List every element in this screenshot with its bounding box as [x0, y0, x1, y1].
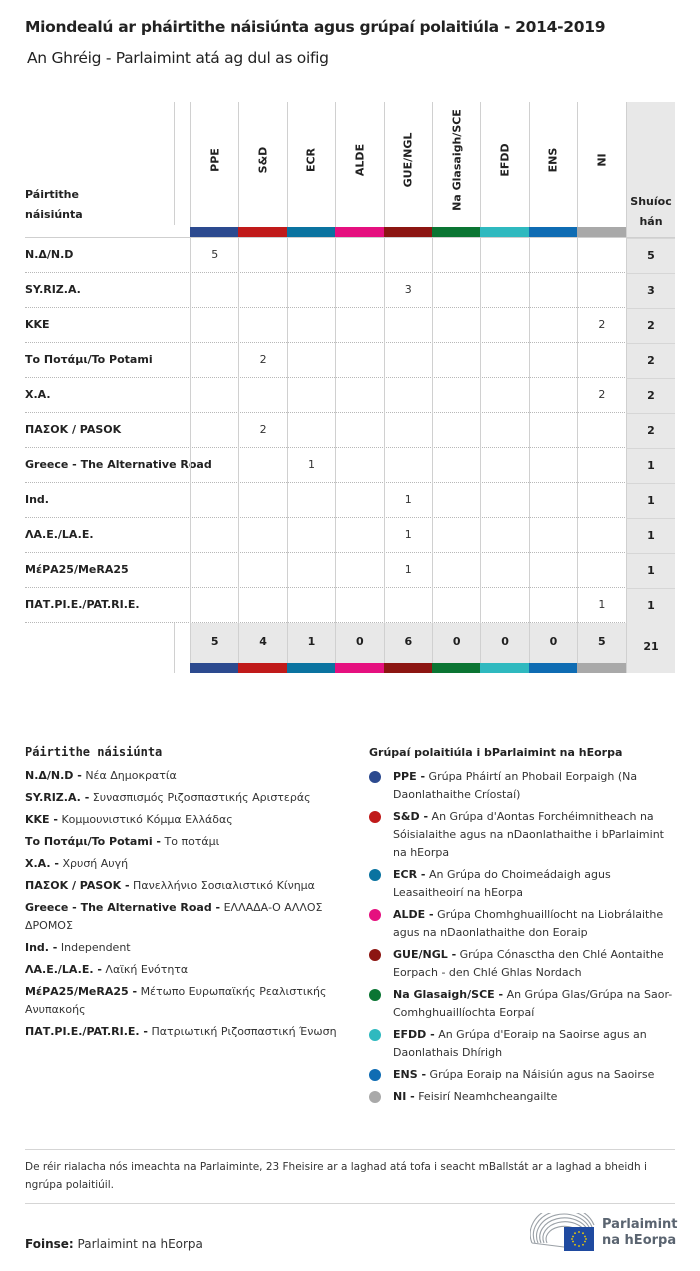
- seat-cell: [335, 588, 383, 623]
- group-color-dot-icon: [369, 989, 381, 1001]
- column-color-bar: [335, 227, 383, 237]
- group-color-dot-icon: [369, 1091, 381, 1103]
- column-header: [577, 102, 625, 227]
- party-full-name: Μέτωπο Ευρωπαϊκής Ρεαλιστικής Ανυπακοής: [25, 985, 327, 1016]
- party-abbr: ΠΑΣΟΚ / PASOK -: [25, 879, 130, 892]
- seat-cell: 1: [287, 448, 335, 483]
- source-value: Parlaimint na hEorpa: [77, 1237, 203, 1251]
- seat-cell: [335, 518, 383, 553]
- seat-cell: [190, 343, 238, 378]
- seat-cell: [432, 343, 480, 378]
- group-legend-item: [369, 1088, 679, 1106]
- group-abbr: EFDD -: [393, 1028, 435, 1041]
- seat-cell: [432, 378, 480, 413]
- seat-cell: [238, 448, 286, 483]
- group-full-name: Feisirí Neamhcheangailte: [418, 1090, 558, 1103]
- party-legend-item: [25, 855, 345, 873]
- seat-cell: [577, 238, 625, 273]
- seat-cell: 2: [238, 413, 286, 448]
- column-color-bar: [384, 663, 432, 673]
- table-row: [25, 343, 675, 378]
- column-total: 0: [335, 623, 383, 663]
- party-name: Το Ποτάμι/To Potami: [25, 353, 153, 366]
- seat-cell: [190, 588, 238, 623]
- party-name: KKE: [25, 318, 50, 331]
- party-full-name: Λαϊκή Ενότητα: [105, 963, 189, 976]
- group-color-dot-icon: [369, 949, 381, 961]
- column-color-bar: [577, 227, 625, 237]
- seat-cell: [287, 308, 335, 343]
- party-abbr: KKE -: [25, 813, 58, 826]
- group-full-name: An Grúpa Glas/Grúpa na Saor-Comhghuaillíochta Eorpaí: [393, 988, 673, 1019]
- totals-divider: [174, 623, 175, 673]
- logo-text-line1: Parlaimint: [602, 1217, 678, 1232]
- party-name: ΠΑΣΟΚ / PASOK: [25, 423, 122, 436]
- column-header-label: ALDE: [353, 143, 367, 177]
- national-parties-legend: [25, 745, 345, 1045]
- seat-cell: [287, 413, 335, 448]
- seat-cell: [335, 553, 383, 588]
- party-full-name: Independent: [60, 941, 131, 954]
- group-abbr: ECR -: [393, 868, 426, 881]
- seat-cell: [384, 588, 432, 623]
- row-total: 5: [626, 238, 675, 273]
- column-color-bar: [577, 663, 625, 673]
- seat-cell: [190, 483, 238, 518]
- column-color-bar: [190, 227, 238, 237]
- seat-cell: [384, 343, 432, 378]
- group-abbr: Na Glasaigh/SCE -: [393, 988, 504, 1001]
- seat-cell: [190, 273, 238, 308]
- seat-cell: [577, 553, 625, 588]
- seat-cell: [432, 273, 480, 308]
- seat-cell: [238, 518, 286, 553]
- party-full-name: ΕΛΛΑΔΑ-Ο ΑΛΛΟΣ ΔΡΟΜΟΣ: [25, 901, 323, 932]
- column-total: 0: [432, 623, 480, 663]
- group-abbr: ENS -: [393, 1068, 427, 1081]
- group-abbr: PPE -: [393, 770, 426, 783]
- party-name: ΜέΡΑ25/MeRA25: [25, 563, 129, 576]
- group-abbr: NI -: [393, 1090, 415, 1103]
- column-header: [335, 102, 383, 227]
- seat-cell: [238, 483, 286, 518]
- party-abbr: Ind. -: [25, 941, 58, 954]
- seat-cell: [287, 378, 335, 413]
- row-total: 3: [626, 273, 675, 308]
- seat-cell: [480, 343, 528, 378]
- party-abbr: Το Ποτάμι/To Potami -: [25, 835, 161, 848]
- column-header-label: ENS: [546, 147, 560, 173]
- column-total: 6: [384, 623, 432, 663]
- seat-cell: [384, 413, 432, 448]
- seat-cell: [287, 518, 335, 553]
- seat-cell: [480, 448, 528, 483]
- seat-cell: 2: [577, 308, 625, 343]
- seat-cell: [432, 553, 480, 588]
- party-abbr: ΜέΡΑ25/MeRA25 -: [25, 985, 138, 998]
- party-full-name: Πανελλήνιο Σοσιαλιστικό Κίνημα: [133, 879, 315, 892]
- seat-cell: [480, 588, 528, 623]
- seat-cell: [384, 448, 432, 483]
- party-legend-item: [25, 983, 345, 1019]
- seat-cell: [190, 553, 238, 588]
- row-header-label: [25, 185, 83, 225]
- seat-cell: [529, 553, 577, 588]
- seat-cell: [190, 518, 238, 553]
- european-parliament-logo: [530, 1213, 680, 1253]
- seat-cell: [335, 343, 383, 378]
- row-total: 2: [626, 343, 675, 378]
- seat-cell: [529, 343, 577, 378]
- column-header-label: GUE/NGL: [401, 132, 415, 188]
- seat-cell: [432, 483, 480, 518]
- seat-cell: 3: [384, 273, 432, 308]
- seat-cell: [238, 238, 286, 273]
- group-full-name: An Grúpa d'Eoraip na Saoirse agus an Daonlathais Dhírigh: [393, 1028, 647, 1059]
- party-legend-item: [25, 833, 345, 851]
- group-abbr: ALDE -: [393, 908, 434, 921]
- column-header: [238, 102, 286, 227]
- column-header-label: Na Glasaigh/SCE: [450, 109, 464, 211]
- column-header-label: NI: [595, 153, 609, 167]
- seat-cell: [190, 448, 238, 483]
- column-header-label: S&D: [256, 146, 270, 174]
- seat-cell: [238, 273, 286, 308]
- total-header-line1: Shuíoc: [630, 195, 672, 208]
- party-full-name: Νέα Δημοκρατία: [85, 769, 177, 782]
- logo-text-line2: na hEorpa: [602, 1233, 677, 1248]
- party-legend-item: [25, 961, 345, 979]
- group-color-dot-icon: [369, 771, 381, 783]
- group-abbr: S&D -: [393, 810, 429, 823]
- table-row: [25, 273, 675, 308]
- column-color-bar: [287, 663, 335, 673]
- seat-cell: [335, 483, 383, 518]
- party-name: Ind.: [25, 493, 49, 506]
- seat-cell: [335, 273, 383, 308]
- column-header-label: ECR: [304, 147, 318, 173]
- group-full-name: Grúpa Eoraip na Náisiún agus na Saoirse: [429, 1068, 655, 1081]
- seat-cell: [577, 343, 625, 378]
- seat-cell: [480, 238, 528, 273]
- party-legend-item: [25, 811, 345, 829]
- national-parties-legend-title: Páirtithe náisiúnta: [25, 745, 163, 759]
- seat-cell: [238, 588, 286, 623]
- group-full-name: Grúpa Pháirtí an Phobail Eorpaigh (Na Daonlathaithe Críostaí): [393, 770, 638, 801]
- seat-cell: [577, 413, 625, 448]
- group-color-dot-icon: [369, 1069, 381, 1081]
- seat-cell: [529, 448, 577, 483]
- seat-cell: 1: [577, 588, 625, 623]
- column-color-bar: [480, 663, 528, 673]
- column-header: [190, 102, 238, 227]
- column-totals-row: [190, 623, 675, 673]
- seat-cell: [384, 308, 432, 343]
- seat-cell: [529, 588, 577, 623]
- party-full-name: Χρυσή Αυγή: [62, 857, 129, 870]
- seat-cell: [480, 413, 528, 448]
- note-divider-top: [25, 1149, 675, 1150]
- table-row: [25, 238, 675, 273]
- row-total: 1: [626, 588, 675, 623]
- seat-cell: [335, 308, 383, 343]
- table-row: [25, 413, 675, 448]
- seat-cell: [480, 553, 528, 588]
- seat-cell: [238, 553, 286, 588]
- party-abbr: ΛΑ.Ε./LA.E. -: [25, 963, 102, 976]
- group-legend-item: [369, 1026, 679, 1062]
- column-total: 1: [287, 623, 335, 663]
- seat-cell: [432, 448, 480, 483]
- seat-cell: 2: [577, 378, 625, 413]
- column-header: [529, 102, 577, 227]
- column-color-bar: [529, 663, 577, 673]
- seat-cell: [432, 413, 480, 448]
- header-divider: [174, 102, 175, 225]
- party-abbr: N.Δ/N.D -: [25, 769, 82, 782]
- seat-cell: [238, 378, 286, 413]
- seat-cell: [529, 308, 577, 343]
- seat-cell: [480, 483, 528, 518]
- seat-cell: [432, 518, 480, 553]
- group-color-dot-icon: [369, 1029, 381, 1041]
- note-divider-bottom: [25, 1203, 675, 1204]
- seat-cell: [529, 483, 577, 518]
- seat-cell: [384, 378, 432, 413]
- seat-cell: 1: [384, 553, 432, 588]
- column-header-label: PPE: [208, 148, 222, 172]
- seat-cell: [577, 483, 625, 518]
- seat-cell: [335, 378, 383, 413]
- seat-cell: [190, 378, 238, 413]
- party-legend-item: [25, 767, 345, 785]
- group-legend-item: [369, 986, 679, 1022]
- party-abbr: X.A. -: [25, 857, 59, 870]
- seat-cell: [287, 343, 335, 378]
- row-header-line2: náisiúnta: [25, 208, 83, 221]
- column-color-bar: [480, 227, 528, 237]
- seat-cell: [335, 413, 383, 448]
- party-full-name: Πατριωτική Ριζοσπαστική Ένωση: [151, 1025, 337, 1038]
- seat-cell: 2: [238, 343, 286, 378]
- column-color-bar: [287, 227, 335, 237]
- row-total: 2: [626, 413, 675, 448]
- group-full-name: An Grúpa d'Aontas Forchéimnitheach na Sóisialaithe agus na nDaonlathaithe i bParlaimint na hEorpa: [393, 810, 664, 859]
- seat-cell: 5: [190, 238, 238, 273]
- seat-cell: 1: [384, 483, 432, 518]
- party-abbr: ΠΑΤ.ΡΙ.Ε./PAT.RI.E. -: [25, 1025, 148, 1038]
- column-header-label: EFDD: [498, 143, 512, 177]
- group-full-name: An Grúpa do Choimeádaigh agus Leasaitheoirí na hEorpa: [393, 868, 611, 899]
- column-color-bar: [384, 227, 432, 237]
- total-column-header: [626, 102, 675, 237]
- party-name: ΠΑΤ.ΡΙ.Ε./PAT.RI.E.: [25, 598, 140, 611]
- row-total: 1: [626, 448, 675, 483]
- seat-cell: [287, 238, 335, 273]
- column-color-bar: [238, 663, 286, 673]
- party-name: SY.RIZ.A.: [25, 283, 81, 296]
- column-color-bar: [529, 227, 577, 237]
- column-total: 5: [577, 623, 625, 663]
- seat-cell: [335, 448, 383, 483]
- party-name: ΛΑ.Ε./LA.E.: [25, 528, 94, 541]
- table-row: [25, 448, 675, 483]
- column-color-bar: [432, 227, 480, 237]
- seat-cell: [287, 553, 335, 588]
- political-groups-legend-title: Grúpaí polaitiúla i bParlaimint na hEorpa: [369, 746, 623, 759]
- group-legend-item: [369, 768, 679, 804]
- group-color-dot-icon: [369, 909, 381, 921]
- column-total: 5: [190, 623, 238, 663]
- footnote: De réir rialacha nós imeachta na Parlaiminte, 23 Fheisire ar a laghad atá tofa i seacht mBallstát ar a laghad a bheidh i ngrúpa polaitiúil.: [25, 1161, 647, 1191]
- seat-cell: [432, 308, 480, 343]
- party-legend-item: [25, 1023, 345, 1041]
- group-legend-item: [369, 946, 679, 982]
- seat-cell: [480, 378, 528, 413]
- party-full-name: Κομμουνιστικό Κόμμα Ελλάδας: [61, 813, 233, 826]
- row-total: 1: [626, 553, 675, 588]
- party-name: N.Δ/N.D: [25, 248, 74, 261]
- seat-cell: [238, 308, 286, 343]
- column-color-bar: [238, 227, 286, 237]
- seat-cell: [432, 238, 480, 273]
- seat-cell: 1: [384, 518, 432, 553]
- table-row: [25, 308, 675, 343]
- total-header-line2: hán: [639, 215, 663, 228]
- column-color-bar: [335, 663, 383, 673]
- party-legend-item: [25, 939, 345, 957]
- hemicycle-flag-icon: [530, 1213, 596, 1253]
- seat-cell: [480, 308, 528, 343]
- row-total: 2: [626, 378, 675, 413]
- party-name: Greece - The Alternative Road: [25, 458, 212, 471]
- column-total: 0: [529, 623, 577, 663]
- page-title: Miondealú ar pháirtithe náisiúnta agus grúpaí polaitiúla - 2014-2019: [25, 18, 606, 36]
- seat-cell: [577, 273, 625, 308]
- party-full-name: Το ποτάμι: [164, 835, 220, 848]
- seat-cell: [384, 238, 432, 273]
- source-label: Foinse:: [25, 1237, 74, 1251]
- column-total: 0: [480, 623, 528, 663]
- seat-cell: [335, 238, 383, 273]
- seat-cell: [287, 588, 335, 623]
- column-color-bar: [432, 663, 480, 673]
- party-abbr: SY.RIZ.A. -: [25, 791, 90, 804]
- table-row: [25, 378, 675, 413]
- seat-cell: [529, 238, 577, 273]
- source-line: [25, 1237, 203, 1251]
- seat-cell: [529, 378, 577, 413]
- column-header: [287, 102, 335, 227]
- party-full-name: Συνασπισμός Ριζοσπαστικής Αριστεράς: [92, 791, 311, 804]
- group-legend-item: [369, 866, 679, 902]
- table-row: [25, 553, 675, 588]
- group-abbr: GUE/NGL -: [393, 948, 457, 961]
- column-header: [384, 102, 432, 227]
- seat-cell: [529, 413, 577, 448]
- group-legend-item: [369, 906, 679, 942]
- group-color-dot-icon: [369, 869, 381, 881]
- party-legend-item: [25, 789, 345, 807]
- political-groups-legend: [369, 746, 679, 1110]
- row-total: 2: [626, 308, 675, 343]
- seat-cell: [529, 273, 577, 308]
- column-color-bar: [190, 663, 238, 673]
- table-row: [25, 518, 675, 553]
- party-abbr: Greece - The Alternative Road -: [25, 901, 221, 914]
- party-legend-item: [25, 899, 345, 935]
- seat-cell: [432, 588, 480, 623]
- group-full-name: Grúpa Chomhghuaillíocht na Liobrálaithe agus na nDaonlathaithe don Eoraip: [393, 908, 664, 939]
- group-full-name: Grúpa Cónasctha den Chlé Aontaithe Eorpach - den Chlé Ghlas Nordach: [393, 948, 664, 979]
- seat-cell: [190, 308, 238, 343]
- seat-cell: [480, 273, 528, 308]
- seat-cell: [190, 413, 238, 448]
- table-row: [25, 588, 675, 623]
- party-legend-item: [25, 877, 345, 895]
- group-color-dot-icon: [369, 811, 381, 823]
- table-row: [25, 483, 675, 518]
- column-total: 4: [238, 623, 286, 663]
- seat-cell: [577, 518, 625, 553]
- row-total: 1: [626, 518, 675, 553]
- row-total: 1: [626, 483, 675, 518]
- seat-cell: [577, 448, 625, 483]
- row-header-line1: Páirtithe: [25, 188, 79, 201]
- group-legend-item: [369, 1066, 679, 1084]
- grand-total: 21: [626, 623, 675, 673]
- seat-cell: [480, 518, 528, 553]
- seat-cell: [287, 483, 335, 518]
- group-legend-item: [369, 808, 679, 862]
- seat-cell: [287, 273, 335, 308]
- seat-cell: [529, 518, 577, 553]
- party-name: X.A.: [25, 388, 51, 401]
- column-header: [480, 102, 528, 227]
- column-header: [432, 102, 480, 227]
- page-subtitle: An Ghréig - Parlaimint atá ag dul as oifig: [27, 49, 329, 67]
